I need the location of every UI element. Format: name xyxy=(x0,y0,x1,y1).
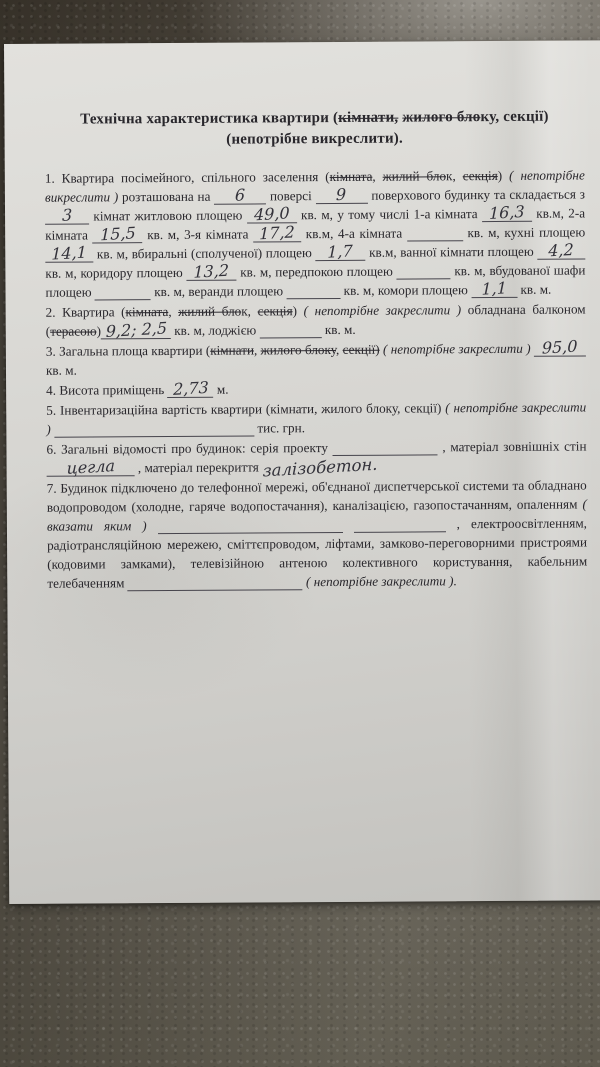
form-paragraphs xyxy=(45,165,588,592)
form-paragraph xyxy=(46,338,586,379)
printed-text: ) xyxy=(497,167,510,183)
printed-text: обладнана балконом ( xyxy=(45,301,586,339)
blank-field xyxy=(45,242,93,264)
struck-text: жилого бло xyxy=(402,109,481,126)
printed-text: поверсі xyxy=(266,188,316,204)
blank-field xyxy=(47,456,135,478)
handwritten-value: 4,2 xyxy=(548,239,575,261)
blank-field xyxy=(186,260,236,282)
blank-field xyxy=(471,278,517,299)
printed-text: , матеріал зовнішніх стін xyxy=(437,438,587,455)
blank-field xyxy=(286,284,340,299)
struck-text: секція xyxy=(257,303,293,319)
handwritten-value: 95,0 xyxy=(541,336,578,358)
printed-text: кв. м, комори площею xyxy=(340,282,472,298)
handwritten-value: 16,3 xyxy=(489,201,525,223)
struck-text: терасою xyxy=(50,323,97,339)
handwritten-value: 9 xyxy=(336,184,347,205)
form-paragraph xyxy=(46,299,586,340)
handwritten-value: 17,2 xyxy=(259,222,296,244)
form-paragraph xyxy=(47,475,588,592)
printed-text: , xyxy=(253,342,261,358)
blank-field xyxy=(333,440,438,456)
printed-text: , xyxy=(335,341,343,357)
printed-text: 2. Квартира ( xyxy=(45,304,126,320)
printed-italic-text: ( непотрібне закреслити ) xyxy=(303,302,462,319)
printed-text: кв.м, 4-а кімната xyxy=(301,225,407,242)
blank-field xyxy=(128,575,303,591)
blank-field xyxy=(534,336,586,358)
handwritten-value: 49,0 xyxy=(253,203,290,225)
printed-text: кв. м, у тому числі 1-а кімната xyxy=(296,206,482,223)
handwritten-value: 13,2 xyxy=(193,260,230,282)
printed-text: к, xyxy=(241,303,258,319)
printed-text: кв. м, кухні площею xyxy=(462,224,586,241)
printed-text: кв.м, 2-а кімната xyxy=(45,205,586,243)
blank-field xyxy=(168,377,214,399)
form-paragraph xyxy=(45,165,586,301)
blank-field xyxy=(253,222,301,244)
handwritten-value: 6 xyxy=(234,185,246,205)
printed-text: 5. Інвентаризаційна вартість квартири (кімнати, жилого блоку, секції) xyxy=(46,400,446,418)
struck-text: кімнати, xyxy=(338,109,399,126)
struck-text: кімната xyxy=(329,168,373,185)
struck-text: жилий бло xyxy=(178,303,242,319)
blank-field xyxy=(397,264,451,279)
printed-italic-text: ( непотрібне закреслити ). xyxy=(305,573,457,590)
printed-text: кімнат житловою площею xyxy=(89,207,247,224)
printed-text: тис. грн. xyxy=(254,420,306,436)
blank-field xyxy=(482,201,532,223)
printed-text: , електроосвітленням, радіотрансляційною мережею, сміттєпроводом, ліфтами, замково-переговорними пристроями (кодовими замками), телевізійною антеною колективного користування, кабельним телебаченням xyxy=(47,515,588,591)
printed-text xyxy=(147,518,158,533)
blank-field xyxy=(54,421,254,437)
handwritten-value: 1,7 xyxy=(327,241,354,262)
form-paragraph xyxy=(46,397,586,438)
blank-field xyxy=(247,203,297,225)
form-paragraph xyxy=(46,436,587,481)
printed-text: , матеріал перекриття xyxy=(134,459,263,476)
printed-text: кв. м, передпокою площею xyxy=(236,263,397,280)
handwritten-value: 3 xyxy=(61,205,73,225)
form-paragraph xyxy=(46,377,586,399)
handwritten-text: залізобетон. xyxy=(262,454,378,481)
printed-text: , xyxy=(168,303,179,320)
printed-text xyxy=(343,517,354,532)
blank-field xyxy=(259,323,321,338)
printed-italic-text: ( вказати яким ) xyxy=(46,496,587,534)
printed-text: 6. Загальні відомості про будинок: серія проекту xyxy=(46,440,333,457)
struck-text: секція xyxy=(462,167,498,184)
blank-field xyxy=(45,205,89,225)
printed-text: кв. м, вбиральні (сполученої) площею xyxy=(93,245,316,262)
printed-text: 7. Будинок підключено до телефонної мережі, об'єднаної диспетчерської системи та обладнано водопроводом (холодне, гаряче водопостачання), каналізацією, газопостачанням, опаленням xyxy=(46,477,587,515)
printed-text: , xyxy=(372,168,383,184)
printed-text: 1. Квартира посімейного, спільного заселення ( xyxy=(44,169,330,186)
form-content xyxy=(44,106,587,593)
printed-text: 4. Висота приміщень xyxy=(46,382,168,398)
blank-field xyxy=(315,241,365,262)
printed-text: (непотрібне викреслити). xyxy=(226,130,403,148)
blank-field xyxy=(95,285,151,300)
printed-italic-text: ( непотрібне викреслити ) xyxy=(44,167,585,205)
printed-text: розташована на xyxy=(118,188,215,205)
blank-field xyxy=(158,518,343,534)
struck-text: секції) xyxy=(342,341,380,357)
printed-text: 3. Загальна площа квартири ( xyxy=(45,342,211,359)
paper-sheet xyxy=(4,40,600,904)
printed-italic-text: ( непотрібне закреслити ) xyxy=(46,399,587,437)
blank-field xyxy=(101,318,171,342)
blank-field xyxy=(315,184,367,205)
printed-text: кв. м. xyxy=(321,321,356,338)
printed-text: кв. м. xyxy=(517,281,552,297)
printed-text: кв. м, коридору площею xyxy=(45,264,187,281)
handwritten-value: 9,2; 2,5 xyxy=(105,318,167,342)
printed-text: ) xyxy=(292,303,304,319)
handwritten-value: 2,73 xyxy=(172,377,209,399)
struck-text: кімната xyxy=(125,304,169,320)
printed-italic-text: ( непотрібне закреслити ) xyxy=(382,340,531,357)
handwritten-value: 14,1 xyxy=(51,242,88,264)
struck-text: кімнати xyxy=(210,342,255,358)
printed-text: кв. м, вбудованої шафи площею xyxy=(45,262,586,300)
struck-text: жилого блоку xyxy=(260,341,337,358)
blank-field xyxy=(93,223,143,245)
printed-text: ку, секції) xyxy=(480,108,549,126)
handwritten-value: цегла xyxy=(66,456,115,478)
handwritten-value: 15,5 xyxy=(99,223,136,245)
printed-text: кв. м. xyxy=(45,362,77,378)
printed-text: к, xyxy=(445,168,463,184)
handwritten-value: 1,1 xyxy=(481,278,507,299)
blank-field xyxy=(537,239,585,261)
blank-field xyxy=(407,226,463,241)
printed-text: поверхового будинку та складається з xyxy=(367,186,585,203)
blank-field xyxy=(214,185,266,205)
printed-text: м. xyxy=(213,381,229,397)
printed-text: ) xyxy=(96,323,101,339)
form-title-line xyxy=(45,127,585,151)
printed-text: кв. м, 3-я кімната xyxy=(142,226,254,243)
printed-text: Технічна характеристика квартири ( xyxy=(80,109,339,128)
blank-field xyxy=(354,517,446,533)
printed-text: кв.м, ванної кімнати площею xyxy=(365,243,538,260)
struck-text: жилий бло xyxy=(382,168,447,184)
form-title-line xyxy=(44,106,584,130)
printed-text: кв. м, веранди площею xyxy=(150,283,287,300)
form-title xyxy=(44,106,584,151)
printed-text: кв. м, лоджією xyxy=(170,322,260,338)
